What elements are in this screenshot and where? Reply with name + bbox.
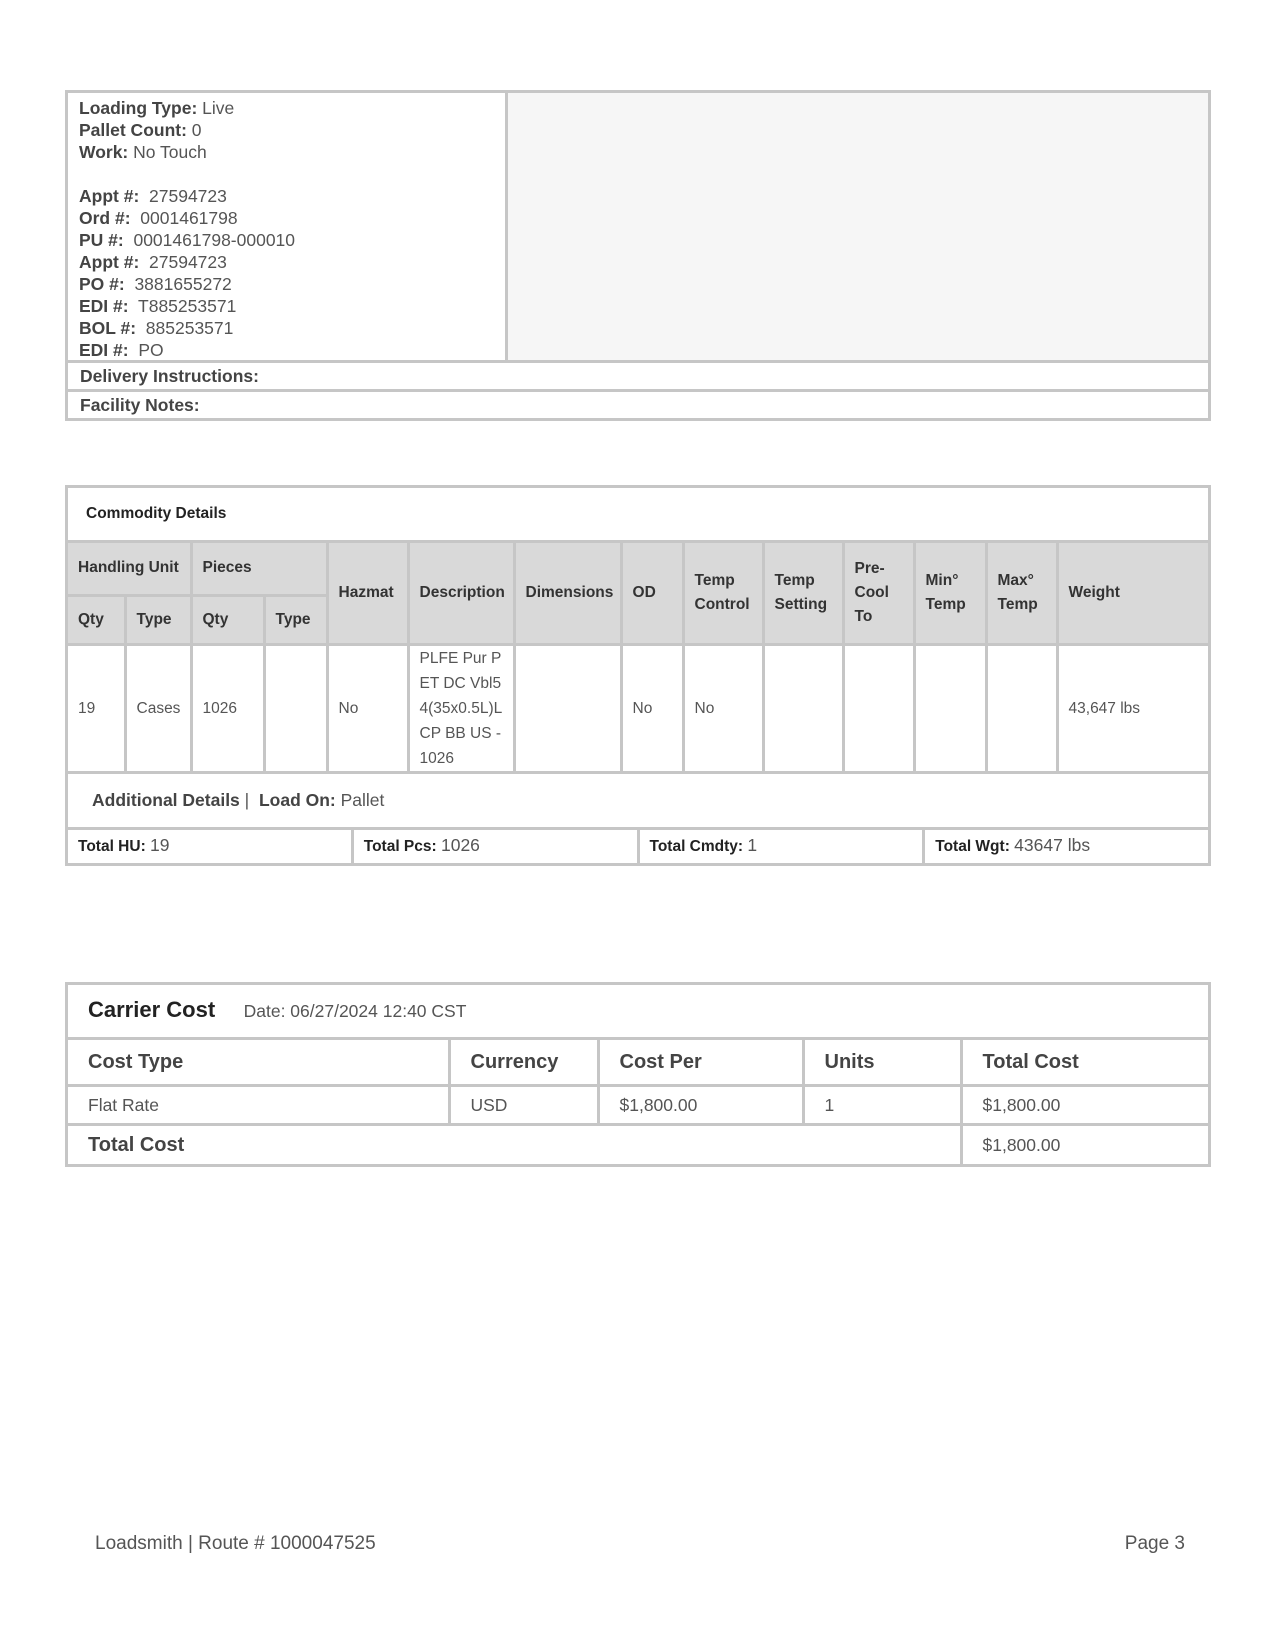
pallet-count-line bbox=[79, 119, 505, 141]
stop-details-right-panel bbox=[508, 93, 1208, 360]
header-currency: Currency bbox=[449, 1040, 598, 1086]
ref-value: 885253571 bbox=[145, 318, 234, 338]
separator: | bbox=[244, 789, 250, 810]
work-label: Work: bbox=[79, 142, 129, 162]
header-dimensions: Dimensions bbox=[514, 543, 621, 644]
header-min-temp: Min° Temp bbox=[914, 543, 986, 644]
cell-od: No bbox=[621, 644, 683, 772]
stop-details-box bbox=[65, 90, 1211, 421]
load-on-value: Pallet bbox=[340, 789, 385, 810]
cell-pre-cool-to bbox=[843, 644, 914, 772]
cell-temp-control: No bbox=[683, 644, 763, 772]
header-pc-type: Type bbox=[264, 595, 327, 644]
ref-label: Appt #: bbox=[79, 186, 140, 206]
ref-label: EDI #: bbox=[79, 296, 129, 316]
loading-type-label: Loading Type: bbox=[79, 98, 198, 118]
cell-hu-type: Cases bbox=[125, 644, 191, 772]
pallet-count-label: Pallet Count: bbox=[79, 120, 187, 140]
total-cost-value: $1,800.00 bbox=[961, 1125, 1208, 1165]
additional-details bbox=[68, 774, 1208, 830]
footer-route: Loadsmith | Route # 1000047525 bbox=[95, 1533, 376, 1554]
header-od: OD bbox=[621, 543, 683, 644]
carrier-cost-title: Carrier Cost bbox=[88, 997, 216, 1022]
ref-value: 0001461798-000010 bbox=[133, 230, 296, 250]
ref-line-edi-2 bbox=[79, 339, 505, 361]
cell-units: 1 bbox=[803, 1086, 961, 1125]
total-wgt-value: 43647 lbs bbox=[1014, 834, 1091, 855]
ref-line-bol bbox=[79, 317, 505, 339]
header-description: Description bbox=[408, 543, 514, 644]
stop-details-top bbox=[68, 93, 1208, 363]
header-units: Units bbox=[803, 1040, 961, 1086]
ref-label: Appt #: bbox=[79, 252, 140, 272]
ref-line-po bbox=[79, 273, 505, 295]
facility-notes-label: Facility Notes: bbox=[80, 395, 200, 415]
total-cost-label: Total Cost bbox=[68, 1125, 961, 1165]
commodity-totals bbox=[68, 830, 1208, 863]
total-cmdty-value: 1 bbox=[747, 834, 758, 855]
cell-total-cost: $1,800.00 bbox=[961, 1086, 1208, 1125]
total-wgt-label: Total Wgt: bbox=[935, 837, 1010, 855]
ref-label: BOL #: bbox=[79, 318, 137, 338]
loading-type-value: Live bbox=[202, 98, 235, 118]
ref-label: PU #: bbox=[79, 230, 124, 250]
header-pc-qty: Qty bbox=[191, 595, 264, 644]
total-hu-value: 19 bbox=[150, 834, 170, 855]
table-row bbox=[68, 1086, 1208, 1125]
total-cmdty-label: Total Cmdty: bbox=[649, 837, 744, 855]
total-pcs-label: Total Pcs: bbox=[363, 837, 437, 855]
total-hu-label: Total HU: bbox=[78, 837, 146, 855]
header-weight: Weight bbox=[1057, 543, 1208, 644]
total-pcs bbox=[354, 830, 640, 863]
total-cmdty bbox=[640, 830, 926, 863]
ref-line-ord bbox=[79, 207, 505, 229]
carrier-cost bbox=[65, 982, 1211, 1167]
cell-hazmat: No bbox=[327, 644, 408, 772]
cell-min-temp bbox=[914, 644, 986, 772]
commodity-details bbox=[65, 485, 1211, 866]
table-row bbox=[68, 644, 1208, 772]
commodity-table bbox=[68, 543, 1208, 774]
cell-pc-qty: 1026 bbox=[191, 644, 264, 772]
ref-value: T885253571 bbox=[138, 296, 237, 316]
load-on-label: Load On: bbox=[258, 789, 336, 810]
commodity-details-title: Commodity Details bbox=[68, 488, 1208, 543]
header-cost-type: Cost Type bbox=[68, 1040, 449, 1086]
cell-description: PLFE Pur PET DC Vbl54(35x0.5L)LCP BB US - 1026 bbox=[408, 644, 514, 772]
ref-value: 3881655272 bbox=[134, 274, 232, 294]
header-cost-per: Cost Per bbox=[598, 1040, 803, 1086]
ref-line-appt-2 bbox=[79, 251, 505, 273]
ref-value: 27594723 bbox=[149, 186, 227, 206]
work-line bbox=[79, 141, 505, 163]
additional-details-label: Additional Details bbox=[92, 789, 240, 810]
carrier-cost-table bbox=[68, 1040, 1208, 1164]
ref-label: EDI #: bbox=[79, 340, 129, 360]
header-hu-qty: Qty bbox=[68, 595, 125, 644]
ref-label: Ord #: bbox=[79, 208, 131, 228]
cell-pc-type bbox=[264, 644, 327, 772]
ref-value: PO bbox=[138, 340, 164, 360]
carrier-cost-header bbox=[68, 985, 1208, 1040]
ref-value: 27594723 bbox=[149, 252, 227, 272]
carrier-cost-date: Date: 06/27/2024 12:40 CST bbox=[243, 1001, 467, 1021]
cell-temp-setting bbox=[763, 644, 843, 772]
cell-max-temp bbox=[986, 644, 1057, 772]
header-max-temp: Max° Temp bbox=[986, 543, 1057, 644]
total-pcs-value: 1026 bbox=[440, 834, 480, 855]
ref-line-appt bbox=[79, 185, 505, 207]
header-total-cost: Total Cost bbox=[961, 1040, 1208, 1086]
header-temp-setting: Temp Setting bbox=[763, 543, 843, 644]
total-wgt bbox=[925, 830, 1208, 863]
cell-currency: USD bbox=[449, 1086, 598, 1125]
footer-page-number: Page 3 bbox=[1124, 1533, 1185, 1554]
cell-weight: 43,647 lbs bbox=[1057, 644, 1208, 772]
work-value: No Touch bbox=[133, 142, 207, 162]
header-handling-unit: Handling Unit bbox=[68, 543, 191, 595]
cell-cost-type: Flat Rate bbox=[68, 1086, 449, 1125]
cell-hu-qty: 19 bbox=[68, 644, 125, 772]
header-pre-cool-to: Pre-Cool To bbox=[843, 543, 914, 644]
header-hu-type: Type bbox=[125, 595, 191, 644]
ref-label: PO #: bbox=[79, 274, 125, 294]
loading-type-line bbox=[79, 97, 505, 119]
header-hazmat: Hazmat bbox=[327, 543, 408, 644]
ref-line-edi bbox=[79, 295, 505, 317]
pallet-count-value: 0 bbox=[191, 120, 202, 140]
total-row bbox=[68, 1125, 1208, 1165]
header-temp-control: Temp Control bbox=[683, 543, 763, 644]
delivery-instructions-label: Delivery Instructions: bbox=[68, 363, 1208, 392]
total-hu bbox=[68, 830, 354, 863]
ref-line-pu bbox=[79, 229, 505, 251]
stop-details-left bbox=[68, 93, 508, 360]
header-pieces: Pieces bbox=[191, 543, 327, 595]
cell-dimensions bbox=[514, 644, 621, 772]
cell-cost-per: $1,800.00 bbox=[598, 1086, 803, 1125]
spacer bbox=[79, 163, 505, 185]
ref-value: 0001461798 bbox=[140, 208, 238, 228]
